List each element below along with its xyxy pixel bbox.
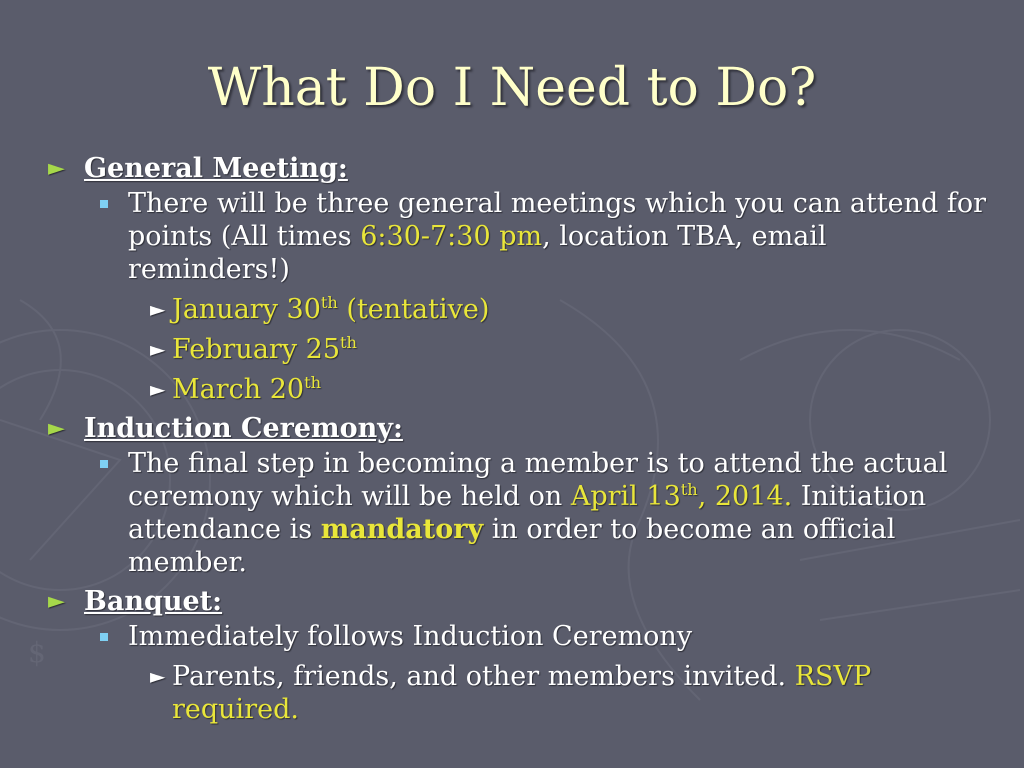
heading-induction-ceremony: Induction Ceremony:	[84, 413, 403, 444]
induction-body-pre: The final step in becoming a member is to attend the actual ceremony which will be held on	[128, 448, 948, 512]
heading-general-meeting: General Meeting:	[84, 153, 348, 184]
heading-banquet: Banquet:	[84, 586, 223, 617]
meeting-date-2-sup: th	[340, 333, 357, 352]
meeting-date-2-text: February 25	[172, 334, 341, 365]
banquet-rsvp: RSVP required.	[172, 661, 872, 725]
blue-square-bullet-icon	[100, 633, 108, 641]
meeting-body-post: , location TBA, email reminders!)	[128, 221, 827, 285]
slide-content	[44, 146, 994, 726]
white-right-triangle-icon: ►	[150, 337, 166, 361]
banquet-sub-text: Parents, friends, and other members invited.	[172, 661, 795, 692]
meeting-date-3-text: March 20	[172, 374, 305, 405]
induction-date-sup: th	[680, 480, 698, 499]
slide-title: What Do I Need to Do?	[207, 58, 817, 118]
meeting-date-1-suffix: (tentative)	[337, 294, 490, 325]
banquet-item-text: Immediately follows Induction Ceremony	[128, 621, 693, 652]
bullet-general-meeting	[44, 152, 994, 185]
meeting-date-1	[44, 293, 994, 326]
meeting-time: 6:30-7:30 pm	[360, 221, 543, 252]
induction-body-post: in order to become an official member.	[128, 514, 896, 578]
green-right-triangle-icon: ►	[48, 156, 65, 181]
bullet-induction-ceremony	[44, 412, 994, 445]
green-right-triangle-icon: ►	[48, 589, 65, 614]
banquet-item	[44, 620, 994, 653]
meeting-date-1-text: January 30	[172, 294, 321, 325]
bullet-banquet	[44, 585, 994, 618]
induction-body-mid: Initiation attendance is	[128, 481, 927, 545]
meeting-date-3	[44, 373, 994, 406]
meeting-description	[44, 187, 994, 286]
green-right-triangle-icon: ►	[48, 416, 65, 441]
meeting-date-2	[44, 333, 994, 366]
induction-mandatory: mandatory	[320, 514, 484, 545]
white-right-triangle-icon: ►	[150, 664, 166, 688]
white-right-triangle-icon: ►	[150, 297, 166, 321]
induction-date: April 13	[570, 481, 681, 512]
banquet-sub-item	[44, 660, 994, 726]
induction-date-year: , 2014.	[697, 481, 793, 512]
white-right-triangle-icon: ►	[150, 377, 166, 401]
meeting-date-1-sup: th	[320, 293, 338, 312]
svg-text:$: $	[28, 636, 46, 669]
induction-description	[44, 447, 994, 579]
blue-square-bullet-icon	[100, 460, 108, 468]
blue-square-bullet-icon	[100, 200, 108, 208]
meeting-date-3-sup: th	[304, 373, 322, 392]
meeting-body-pre: There will be three general meetings which you can attend for points (All times	[128, 188, 987, 252]
